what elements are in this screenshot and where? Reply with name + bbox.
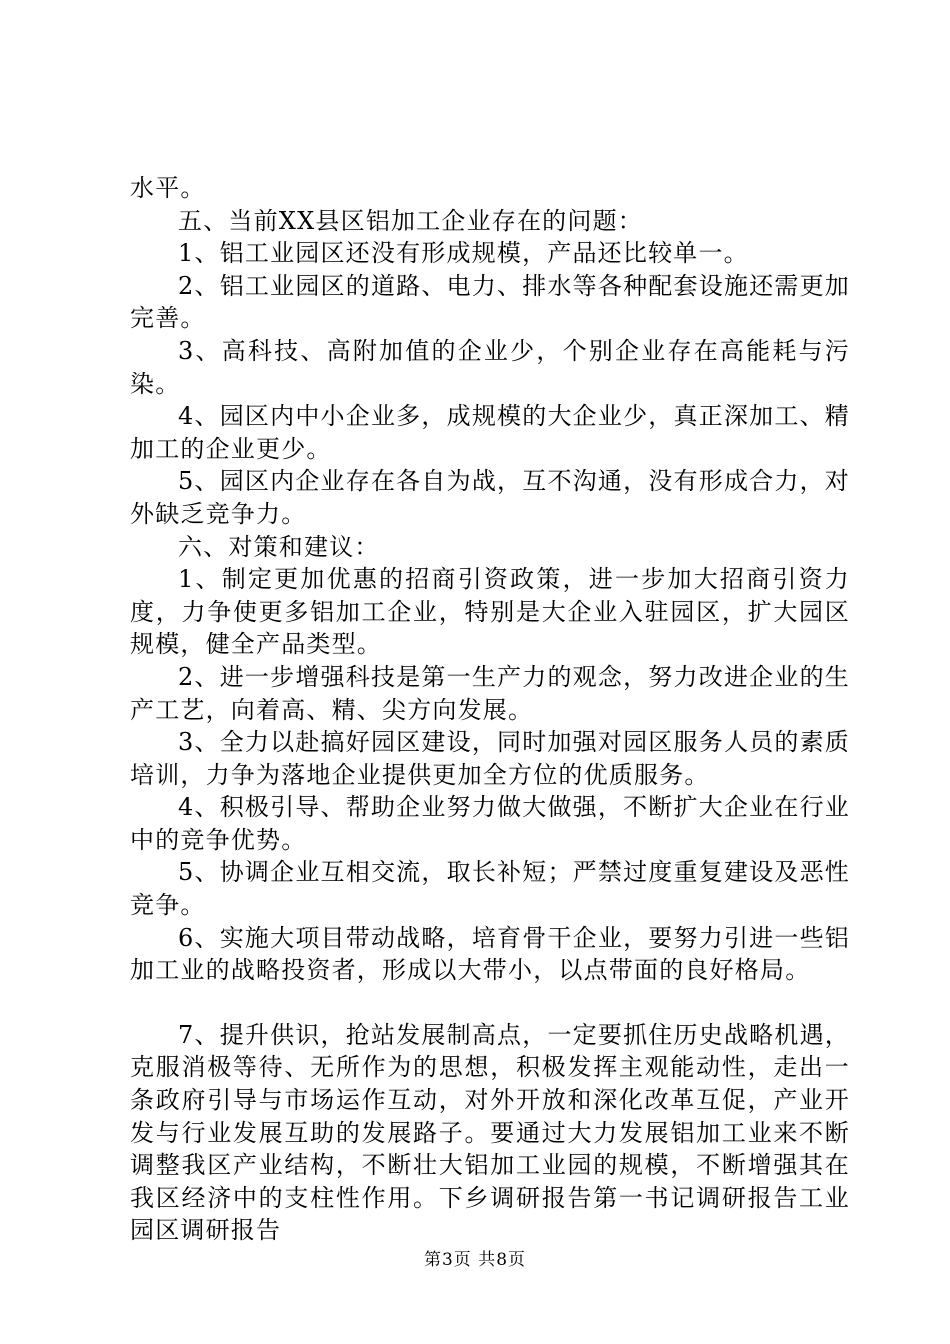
paragraph: 3、全力以赴搞好园区建设，同时加强对园区服务人员的素质培训，力争为落地企业提供更加全方位的优质服务。 bbox=[130, 728, 850, 789]
paragraph: 5、协调企业互相交流，取长补短；严禁过度重复建设及恶性竞争。 bbox=[130, 858, 850, 920]
document-body bbox=[130, 172, 850, 1247]
section-heading-suggestions: 六、对策和建议： bbox=[178, 532, 380, 561]
paragraph: 4、积极引导、帮助企业努力做大做强，不断扩大企业在行业中的竞争优势。 bbox=[130, 793, 850, 854]
paragraph-group-main bbox=[130, 172, 850, 987]
paragraph: 2、进一步增强科技是第一生产力的观念，努力改进企业的生产工艺，向着高、精、尖方向发展。 bbox=[130, 662, 850, 724]
paragraph: 6、实施大项目带动战略，培育骨干企业，要努力引进一些铝加工业的战略投资者，形成以大带小，以点带面的良好格局。 bbox=[130, 923, 850, 985]
paragraph: 2、铝工业园区的道路、电力、排水等各种配套设施还需更加完善。 bbox=[130, 271, 850, 333]
paragraph-group-closing bbox=[130, 1019, 850, 1247]
section-heading-problems: 五、当前XX县区铝加工企业存在的问题： bbox=[178, 206, 643, 235]
paragraph: 4、园区内中小企业多，成规模的大企业少，真正深加工、精加工的企业更少。 bbox=[130, 402, 850, 463]
paragraph: 5、园区内企业存在各自为战，互不沟通，没有形成合力，对外缺乏竞争力。 bbox=[130, 467, 850, 528]
page-number-footer: 第3页 共8页 bbox=[423, 1250, 527, 1270]
paragraph: 7、提升供识，抢站发展制高点，一定要抓住历史战略机遇，克服消极等待、无所作为的思想，积极发挥主观能动性，走出一条政府引导与市场运作互动，对外开放和深化改革互促，产业开发与行业发展互助的发展路子。要通过大力发展铝加工业来不断调整我区产业结构，不断壮大铝加工业园的规模，不断增强其在我区经济中的支柱性作用。下乡调研报告第一书记调研报告工业园区调研报告 bbox=[130, 1020, 850, 1245]
paragraph: 水平。 bbox=[130, 174, 206, 202]
paragraph: 3、高科技、高附加值的企业少，个别企业存在高能耗与污染。 bbox=[130, 336, 850, 398]
paragraph: 1、铝工业园区还没有形成规模，产品还比较单一。 bbox=[178, 239, 749, 268]
paragraph: 1、制定更加优惠的招商引资政策，进一步加大招商引资力度，力争使更多铝加工企业，特别是大企业入驻园区，扩大园区规模，健全产品类型。 bbox=[130, 565, 850, 659]
blank-line bbox=[130, 987, 850, 1019]
